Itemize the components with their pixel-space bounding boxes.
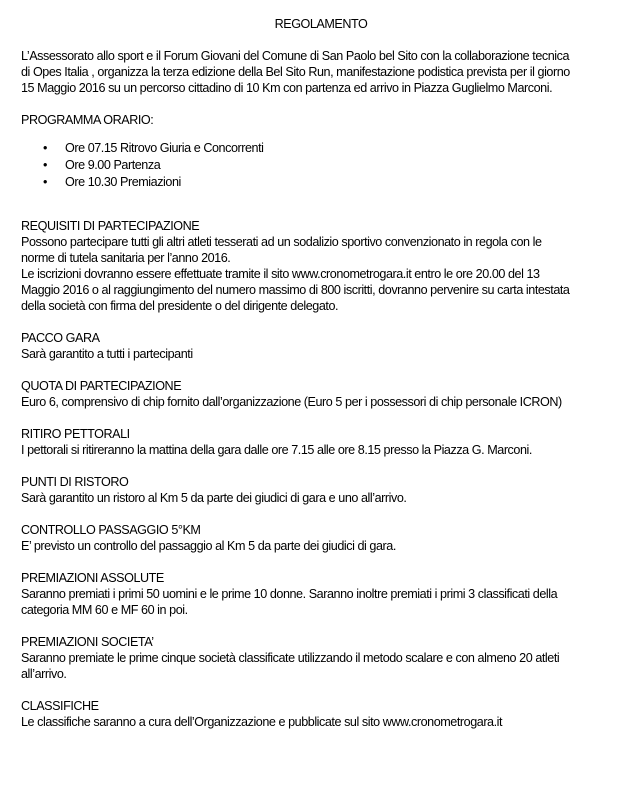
section-controllo: [21, 522, 621, 554]
section-heading: PREMIAZIONI ASSOLUTE: [21, 571, 164, 585]
programma-list: [21, 140, 621, 191]
section-body: [21, 586, 621, 618]
bullet-icon: •: [43, 158, 47, 172]
section-body: [21, 714, 621, 730]
section-line: Le iscrizioni dovranno essere effettuate tramite il sito www.cronometrogara.it entro le ore 20.00 del 13: [21, 267, 540, 281]
bullet-icon: •: [43, 175, 47, 189]
intro-line: 15 Maggio 2016 su un percorso cittadino di 10 Km con partenza ed arrivo in Piazza Guglielmo Marconi.: [21, 81, 553, 95]
section-line: Saranno premiati i primi 50 uomini e le prime 10 donne. Saranno inoltre premiati i primi 3 classificati della: [21, 587, 558, 601]
document-page: [21, 16, 621, 730]
section-line: Saranno premiate le prime cinque società classificate utilizzando il metodo scalare e con almeno 20 atleti: [21, 651, 560, 665]
section-body: [21, 490, 621, 506]
section-line: Maggio 2016 o al raggiungimento del numero massimo di 800 iscritti, dovranno pervenire su carta intestata: [21, 283, 570, 297]
section-line: Possono partecipare tutti gli altri atleti tesserati ad un sodalizio sportivo convenzionato in regola con le: [21, 235, 542, 249]
programma-item: [21, 157, 621, 174]
section-classifiche: [21, 698, 621, 730]
section-heading: CONTROLLO PASSAGGIO 5°KM: [21, 523, 201, 537]
intro-line: di Opes Italia , organizza la terza edizione della Bel Sito Run, manifestazione podistica prevista per il giorno: [21, 65, 570, 79]
bullet-icon: •: [43, 141, 47, 155]
section-heading: QUOTA DI PARTECIPAZIONE: [21, 379, 182, 393]
section-pacco-gara: [21, 330, 621, 362]
section-line: I pettorali si ritireranno la mattina della gara dalle ore 7.15 alle ore 8.15 presso la Piazza G. Marconi.: [21, 443, 532, 457]
document-title: REGOLAMENTO: [274, 17, 368, 31]
section-line: Euro 6, comprensivo di chip fornito dall’organizzazione (Euro 5 per i possessori di chip personale ICRON): [21, 395, 562, 409]
section-quota: [21, 378, 621, 410]
section-line: norme di tutela sanitaria per l’anno 2016.: [21, 251, 231, 265]
section-line: E’ previsto un controllo del passaggio al Km 5 da parte dei giudici di gara.: [21, 539, 396, 553]
section-heading: REQUISITI DI PARTECIPAZIONE: [21, 219, 200, 233]
section-premiazioni-societa: [21, 634, 621, 682]
section-requisiti: [21, 218, 621, 314]
section-body: [21, 346, 621, 362]
section-body: [21, 394, 621, 410]
section-heading: CLASSIFICHE: [21, 699, 99, 713]
section-body: [21, 538, 621, 554]
programma-item-text: Ore 9.00 Partenza: [65, 158, 161, 172]
programma-item: [21, 140, 621, 157]
programma-item-text: Ore 07.15 Ritrovo Giuria e Concorrenti: [65, 141, 264, 155]
section-line: Sarà garantito a tutti i partecipanti: [21, 347, 193, 361]
section-ristoro: [21, 474, 621, 506]
section-premiazioni-assolute: [21, 570, 621, 618]
section-heading: PACCO GARA: [21, 331, 100, 345]
section-body: [21, 650, 621, 682]
programma-item-text: Ore 10.30 Premiazioni: [65, 175, 181, 189]
section-line: all’arrivo.: [21, 667, 67, 681]
programma-section: [21, 112, 621, 191]
section-heading: PREMIAZIONI SOCIETA’: [21, 635, 154, 649]
intro-paragraph: [21, 48, 621, 96]
section-body: [21, 442, 621, 458]
section-pettorali: [21, 426, 621, 458]
section-line: Le classifiche saranno a cura dell’Organizzazione e pubblicate sul sito www.cronometrogara.it: [21, 715, 503, 729]
section-heading: PUNTI DI RISTORO: [21, 475, 129, 489]
section-line: della società con firma del presidente o del dirigente delegato.: [21, 299, 339, 313]
section-body: [21, 234, 621, 314]
programma-item: [21, 174, 621, 191]
programma-heading: PROGRAMMA ORARIO:: [21, 113, 154, 127]
intro-line: L’Assessorato allo sport e il Forum Giovani del Comune di San Paolo bel Sito con la collaborazione tecnica: [21, 49, 570, 63]
section-line: categoria MM 60 e MF 60 in poi.: [21, 603, 188, 617]
section-heading: RITIRO PETTORALI: [21, 427, 130, 441]
section-line: Sarà garantito un ristoro al Km 5 da parte dei giudici di gara e uno all’arrivo.: [21, 491, 407, 505]
